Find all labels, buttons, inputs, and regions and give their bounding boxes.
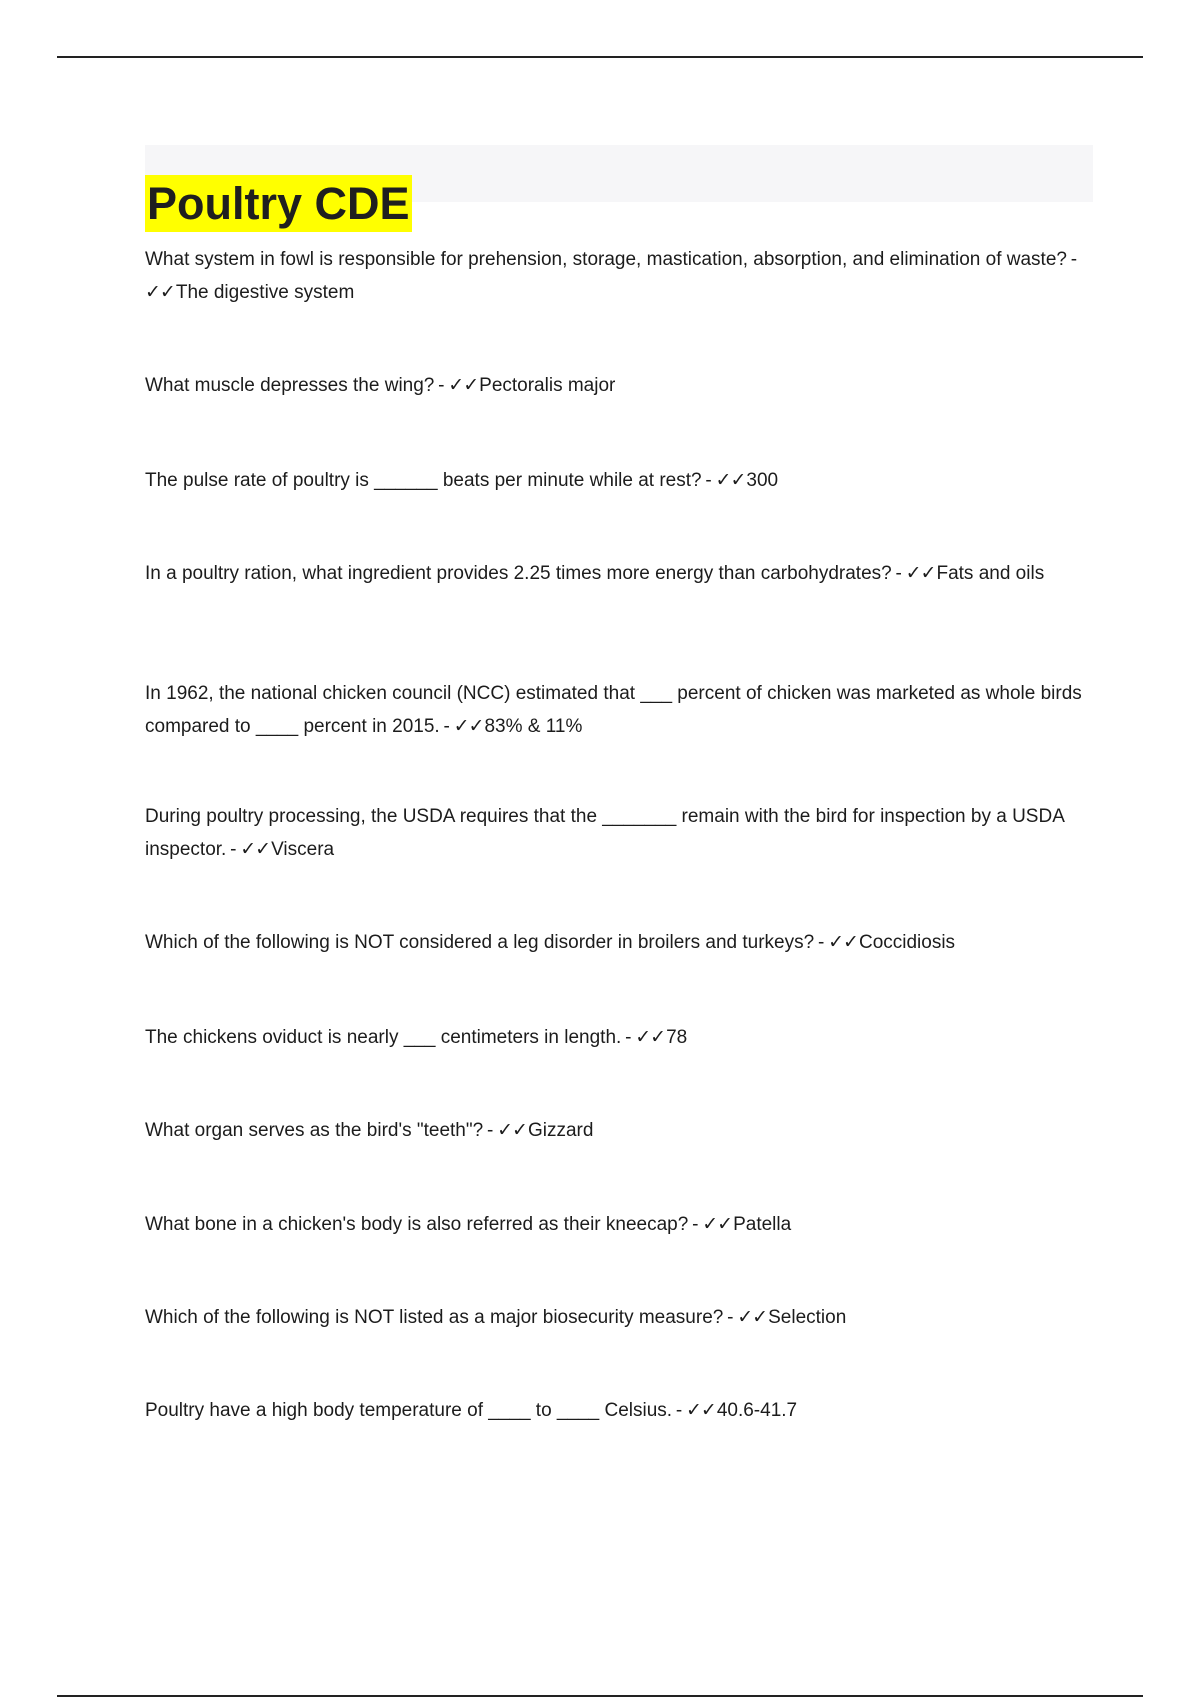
- qa-item-4: [145, 557, 1093, 590]
- separator: -: [727, 1307, 734, 1328]
- double-check-icon: ✓✓: [702, 1213, 733, 1235]
- question-text: The pulse rate of poultry is ______ beats per minute while at rest?: [145, 470, 702, 491]
- double-check-icon: ✓✓: [715, 469, 746, 491]
- qa-item-1: [145, 244, 1093, 309]
- qa-item-3: [145, 464, 1093, 497]
- answer-text: Viscera: [271, 839, 335, 860]
- separator: -: [692, 1214, 699, 1235]
- answer-text: 83% & 11%: [484, 716, 583, 737]
- double-check-icon: ✓✓: [685, 1399, 716, 1421]
- answer-text: Fats and oils: [936, 563, 1045, 584]
- qa-item-11: [145, 1301, 1093, 1334]
- separator: -: [230, 839, 237, 860]
- double-check-icon: ✓✓: [145, 281, 175, 303]
- separator: -: [486, 1120, 494, 1141]
- question-text: In a poultry ration, what ingredient provides 2.25 times more energy than carbohydrates?: [145, 563, 892, 584]
- double-check-icon: ✓✓: [905, 562, 936, 584]
- answer-text: Pectoralis major: [479, 375, 616, 396]
- answer-text: 300: [746, 470, 779, 491]
- double-check-icon: ✓✓: [453, 715, 484, 737]
- qa-item-6: [145, 801, 1093, 866]
- answer-text: Gizzard: [527, 1120, 594, 1141]
- double-check-icon: ✓✓: [240, 838, 271, 860]
- separator: -: [818, 932, 825, 953]
- double-check-icon: ✓✓: [497, 1119, 527, 1141]
- answer-text: 40.6-41.7: [716, 1400, 798, 1421]
- question-text: Poultry have a high body temperature of ____ to ____ Celsius.: [145, 1400, 673, 1421]
- question-text: The chickens oviduct is nearly ___ centimeters in length.: [145, 1027, 622, 1048]
- qa-item-8: [145, 1021, 1093, 1054]
- qa-item-9: [145, 1114, 1093, 1147]
- question-text: Which of the following is NOT considered a leg disorder in broilers and turkeys?: [145, 932, 815, 953]
- question-text: What muscle depresses the wing?: [145, 375, 435, 396]
- separator: -: [438, 375, 445, 396]
- double-check-icon: ✓✓: [635, 1026, 666, 1048]
- answer-text: Selection: [768, 1307, 847, 1328]
- double-check-icon: ✓✓: [828, 931, 858, 953]
- qa-item-2: [145, 369, 1093, 402]
- answer-text: The digestive system: [175, 282, 355, 303]
- separator: -: [1070, 249, 1078, 270]
- question-text: What organ serves as the bird's "teeth"?: [145, 1120, 484, 1141]
- footer-rule: [57, 1695, 1143, 1697]
- separator: -: [675, 1400, 683, 1421]
- qa-item-12: [145, 1394, 1093, 1427]
- qa-item-7: [145, 926, 1093, 959]
- double-check-icon: ✓✓: [737, 1306, 768, 1328]
- header-rule: [57, 56, 1143, 58]
- separator: -: [625, 1027, 632, 1048]
- answer-text: 78: [666, 1027, 688, 1048]
- double-check-icon: ✓✓: [448, 374, 479, 396]
- separator: -: [443, 716, 450, 737]
- answer-text: Patella: [733, 1214, 792, 1235]
- page-title: Poultry CDE: [145, 175, 412, 232]
- qa-item-5: [145, 678, 1093, 743]
- answer-text: Coccidiosis: [858, 932, 956, 953]
- question-text: What system in fowl is responsible for prehension, storage, mastication, absorption, and elimination of waste?: [145, 249, 1067, 270]
- question-text: Which of the following is NOT listed as a major biosecurity measure?: [145, 1307, 724, 1328]
- separator: -: [895, 563, 902, 584]
- qa-item-10: [145, 1208, 1093, 1241]
- question-text: In 1962, the national chicken council (NCC) estimated that ___ percent of chicken was marketed as whole birds compared to ____ percent in 2015.: [145, 683, 1082, 737]
- question-text: During poultry processing, the USDA requires that the _______ remain with the bird for inspection by a USDA inspector.: [145, 806, 1064, 860]
- separator: -: [705, 470, 712, 491]
- question-text: What bone in a chicken's body is also referred as their kneecap?: [145, 1214, 689, 1235]
